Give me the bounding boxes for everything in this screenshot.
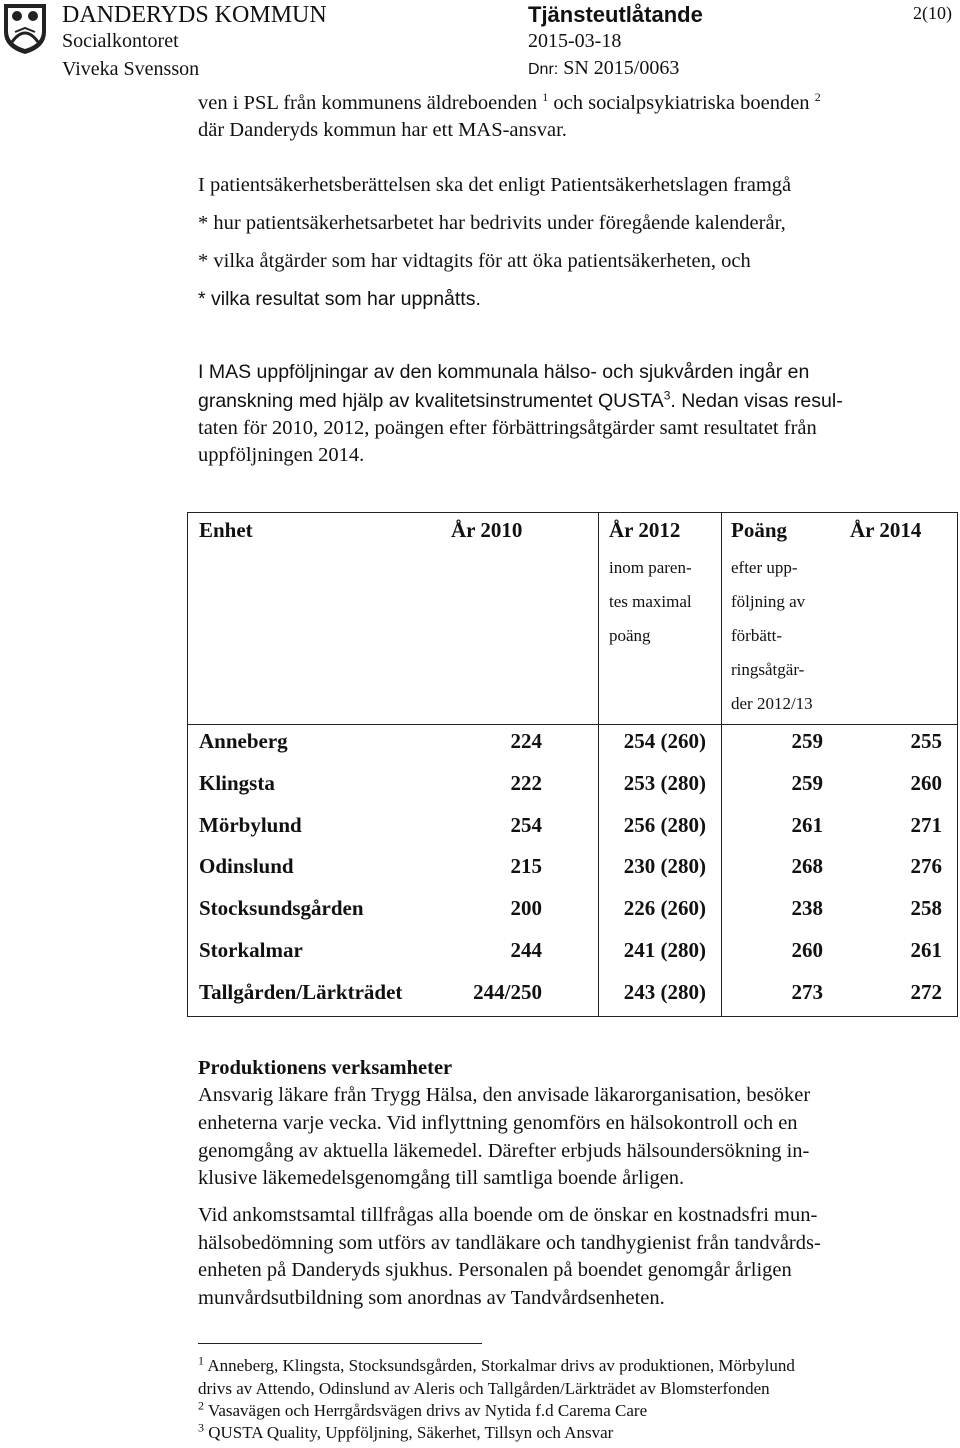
paragraph-line: klusive läkemedelsgenomgång till samtliga boende årligen. bbox=[198, 1167, 685, 1189]
col-points-note: ringsåtgär- bbox=[731, 660, 805, 679]
paragraph-line: munvårdsutbildning som anordnas av Tandvårdsenheten. bbox=[198, 1287, 665, 1309]
value-points: 238 bbox=[791, 896, 823, 920]
value-2010: 244/250 bbox=[473, 980, 542, 1004]
unit-cell: Mörbylund bbox=[199, 813, 302, 837]
paragraph-line: Vid ankomstsamtal tillfrågas alla boende om de önskar en kostnadsfri mun- bbox=[198, 1204, 818, 1226]
mas-line-3: taten för 2010, 2012, poängen efter förbättringsåtgärder samt resultatet från bbox=[198, 417, 817, 439]
value-2014: 261 bbox=[910, 938, 942, 962]
col-2012-note: poäng bbox=[609, 626, 651, 645]
department-name: Socialkontoret bbox=[62, 30, 179, 52]
value-2014: 272 bbox=[910, 980, 942, 1004]
value-2014: 255 bbox=[910, 729, 942, 753]
col-header-unit: Enhet bbox=[199, 518, 253, 542]
col-2012-note: inom paren- bbox=[609, 558, 692, 577]
value-2012: 254 (260) bbox=[623, 729, 706, 753]
col-2012-note: tes maximal bbox=[609, 592, 692, 611]
intro-line-2: där Danderyds kommun har ett MAS-ansvar. bbox=[198, 119, 567, 141]
value-2012: 226 (260) bbox=[623, 896, 706, 920]
document-type: Tjänsteutlåtande bbox=[528, 2, 703, 27]
report-line-4: * vilka resultat som har uppnåtts. bbox=[198, 288, 481, 310]
mas-line-1: I MAS uppföljningar av den kommunala hälso- och sjukvården ingår en bbox=[198, 361, 810, 383]
footnote-2 bbox=[198, 1400, 647, 1423]
header-divider bbox=[188, 724, 957, 725]
mas-text: granskning med hjälp av kvalitetsinstrumentet QUSTA bbox=[198, 390, 664, 412]
footnote-text: QUSTA Quality, Uppföljning, Säkerhet, Tillsyn och Ansvar bbox=[208, 1423, 614, 1442]
col-points-note: förbätt- bbox=[731, 626, 782, 645]
report-line-3: * vilka åtgärder som har vidtagits för att öka patientsäkerheten, och bbox=[198, 250, 751, 272]
value-2010: 222 bbox=[510, 771, 542, 795]
qusta-results-table bbox=[187, 512, 958, 1017]
report-line-1: I patientsäkerhetsberättelsen ska det enligt Patientsäkerhetslagen framgå bbox=[198, 174, 792, 196]
value-2010: 254 bbox=[510, 813, 542, 837]
value-2012: 230 (280) bbox=[623, 854, 706, 878]
value-2010: 200 bbox=[510, 896, 542, 920]
col-header-points: Poäng bbox=[731, 518, 788, 542]
paragraph-line: hälsobedömning som utförs av tandläkare och tandhygienist från tandvårds- bbox=[198, 1232, 821, 1254]
footnote-3 bbox=[198, 1422, 613, 1445]
footnote-ref-2: 2 bbox=[814, 90, 821, 105]
author-name: Viveka Svensson bbox=[62, 58, 200, 80]
document-date: 2015-03-18 bbox=[528, 30, 622, 52]
diary-number bbox=[528, 57, 679, 80]
unit-cell: Stocksundsgården bbox=[199, 896, 364, 920]
col-points-note: följning av bbox=[731, 592, 806, 611]
value-points: 260 bbox=[791, 938, 823, 962]
unit-cell: Odinslund bbox=[199, 854, 294, 878]
col-header-2012: År 2012 bbox=[609, 518, 681, 542]
unit-cell: Klingsta bbox=[199, 771, 275, 795]
value-2010: 215 bbox=[510, 854, 542, 878]
unit-cell: Storkalmar bbox=[199, 938, 303, 962]
value-points: 273 bbox=[791, 980, 823, 1004]
intro-text-a: ven i PSL från kommunens äldreboenden bbox=[198, 92, 538, 114]
paragraph-line: enheten på Danderyds sjukhus. Personalen på boendet genomgår årligen bbox=[198, 1259, 792, 1281]
paragraph-line: genomgång av aktuella läkemedel. Därefter erbjuds hälsoundersökning in- bbox=[198, 1140, 810, 1162]
organization-name: DANDERYDS KOMMUN bbox=[62, 2, 327, 28]
value-points: 259 bbox=[791, 771, 823, 795]
value-2012: 253 (280) bbox=[623, 771, 706, 795]
value-2010: 224 bbox=[510, 729, 542, 753]
col-points-note: der 2012/13 bbox=[731, 694, 813, 713]
municipality-crest-icon bbox=[2, 2, 48, 56]
col-header-2010: År 2010 bbox=[451, 518, 523, 542]
page-number: 2(10) bbox=[913, 3, 952, 23]
value-points: 259 bbox=[791, 729, 823, 753]
mas-text-tail: . Nedan visas resul- bbox=[670, 390, 843, 412]
value-2014: 276 bbox=[910, 854, 942, 878]
intro-line-1 bbox=[198, 90, 821, 117]
value-2012: 243 (280) bbox=[623, 980, 706, 1004]
footnote-1 bbox=[198, 1355, 795, 1378]
footnote-separator bbox=[198, 1343, 482, 1344]
footnote-text: Anneberg, Klingsta, Stocksundsgården, Storkalmar drivs av produktionen, Mörbylund bbox=[207, 1356, 795, 1375]
footnote-number: 2 bbox=[198, 1398, 204, 1413]
paragraph-line: enheterna varje vecka. Vid inflyttning genomförs en hälsokontroll och en bbox=[198, 1112, 798, 1134]
value-2012: 241 (280) bbox=[623, 938, 706, 962]
intro-text-b: och socialpsykiatriska boenden bbox=[553, 92, 810, 114]
col-points-note: efter upp- bbox=[731, 558, 798, 577]
unit-cell: Tallgården/Lärkträdet bbox=[199, 980, 403, 1004]
diary-number-value: SN 2015/0063 bbox=[563, 57, 680, 79]
footnote-number: 1 bbox=[198, 1353, 204, 1368]
footnote-ref-1: 1 bbox=[542, 90, 549, 105]
report-line-2: * hur patientsäkerhetsarbetet har bedrivits under föregående kalenderår, bbox=[198, 212, 786, 234]
mas-line-4: uppföljningen 2014. bbox=[198, 444, 365, 466]
footnote-ref-3: 3 bbox=[663, 388, 671, 403]
footnote-text: Vasavägen och Herrgårdsvägen drivs av Nytida f.d Carema Care bbox=[207, 1401, 648, 1420]
value-2014: 271 bbox=[910, 813, 942, 837]
section-heading: Produktionens verksamheter bbox=[198, 1057, 453, 1079]
footnote-1-cont: drivs av Attendo, Odinslund av Aleris och Tallgården/Lärkträdet av Blomsterfonden bbox=[198, 1379, 770, 1398]
value-points: 268 bbox=[791, 854, 823, 878]
value-2014: 260 bbox=[910, 771, 942, 795]
value-2014: 258 bbox=[910, 896, 942, 920]
unit-cell: Anneberg bbox=[199, 729, 288, 753]
value-2010: 244 bbox=[510, 938, 542, 962]
footnote-number: 3 bbox=[198, 1420, 204, 1435]
diary-number-label: Dnr: bbox=[528, 61, 559, 78]
value-2012: 256 (280) bbox=[623, 813, 706, 837]
mas-line-2 bbox=[198, 388, 843, 415]
col-header-2014: År 2014 bbox=[850, 518, 922, 542]
value-points: 261 bbox=[791, 813, 823, 837]
paragraph-line: Ansvarig läkare från Trygg Hälsa, den anvisade läkarorganisation, besöker bbox=[198, 1084, 811, 1106]
